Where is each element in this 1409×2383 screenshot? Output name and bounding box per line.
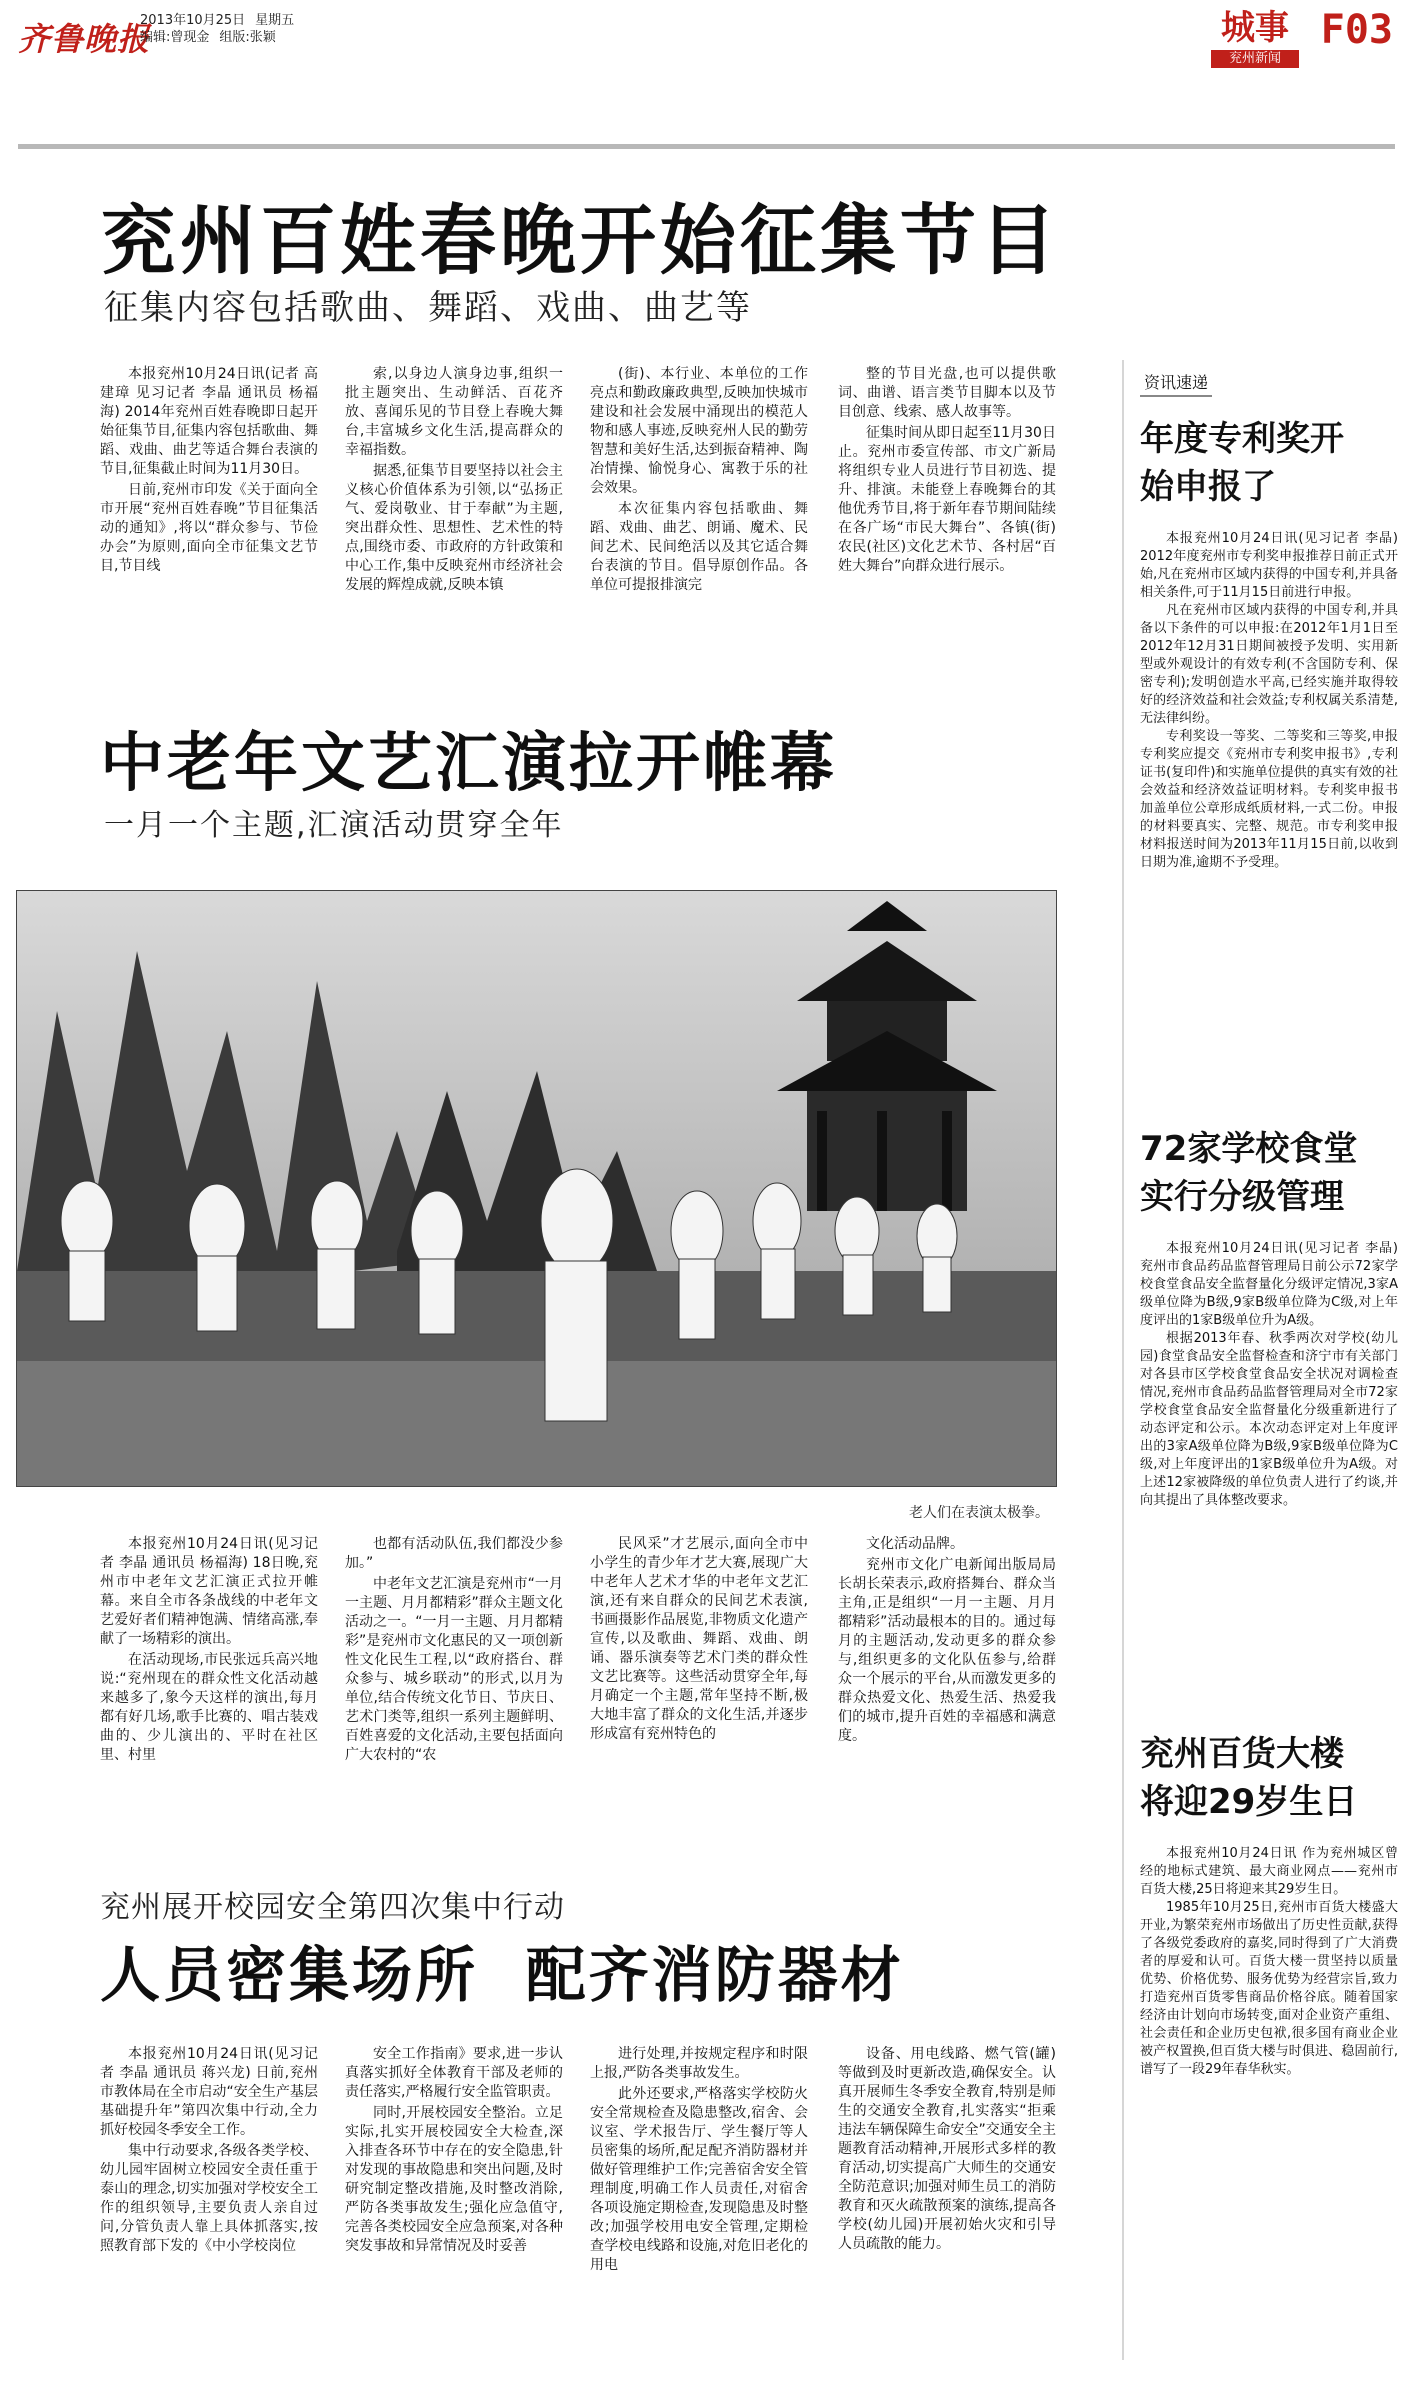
paragraph: 进行处理,并按规定程序和时限上报,严防各类事故发生。 [590,2046,808,2081]
editor-credit: 编辑:曾现金 [140,30,210,45]
issue-weekday: 星期五 [255,13,295,28]
lead-headline: 兖州百姓春晚开始征集节目 [100,196,1060,285]
paragraph: 整的节目光盘,也可以提供歌词、曲谱、语言类节目脚本以及节目创意、线索、感人故事等。 [838,366,1056,420]
lead-column-2 [345,365,563,670]
paragraph: 本报兖州10月24日讯(见习记者 李晶) 2012年度兖州市专利奖申报推荐日前正式开始,凡在兖州市区域内获得的中国专利,并具备相关条件,可于11月15日前进行申报。 [1140,531,1398,600]
issue-info [140,12,304,46]
paragraph: 凡在兖州市区域内获得的中国专利,并具备以下条件的可以申报:在2012年1月1日至2012年12月31日期间被授予发明、实用新型或外观设计的有效专利(不含国防专利、保密专利);发明创造水平高,已经实施并取得较好的经济效益和社会效益;专利权属关系清楚,无法律纠纷。 [1140,603,1398,726]
lead-column-1 [100,365,318,670]
brief-body-canteen [1140,1240,1398,1710]
safety-column-3 [590,2045,808,2367]
paragraph: (街)、本行业、本单位的工作亮点和勤政廉政典型,反映加快城市建设和社会发展中涌现出的模范人物和感人事迹,反映兖州人民的勤劳智慧和美好生活,达到振奋精神、陶冶情操、愉悦身心、寓教于乐的社会效果。 [590,366,808,496]
paragraph: 此外还要求,严格落实学校防火安全常规检查及隐患整改,宿舍、会议室、学术报告厅、学生餐厅等人员密集的场所,配足配齐消防器材并做好管理维护工作;完善宿舍安全管理制度,明确工作人员责任,对宿舍各项设施定期检查,发现隐患及时整改;加强学校用电安全管理,定期检查学校电线路和设施,对危旧老化的用电 [590,2086,808,2273]
photo-illustration [17,891,1057,1487]
paragraph: 征集时间从即日起至11月30日止。兖州市委宣传部、市文广新局将组织专业人员进行节目初选、提升、排演。未能登上春晚舞台的其他优秀节目,将于新年春节期间陆续在各广场“市民大舞台”、各镇(街)农民(社区)文化艺术节、各村居“百姓大舞台”向群众进行展示。 [838,425,1056,574]
paragraph: 本报兖州10月24日讯(见习记者 李晶 通讯员 杨福海) 18日晚,兖州市中老年文艺汇演正式拉开帷幕。来自全市各条战线的中老年文艺爱好者们精神饱满、情绪高涨,奉献了一场精彩的演出。 [100,1536,318,1647]
safety-column-2 [345,2045,563,2367]
issue-date: 2013年10月25日 [140,13,246,28]
paragraph: 集中行动要求,各级各类学校、幼儿园牢固树立校园安全责任重于泰山的理念,切实加强对学校安全工作的组织领导,主要负责人亲自过问,分管负责人靠上具体抓落实,按照教育部下发的《中小学校岗位 [100,2143,318,2254]
safety-headline: 人员密集场所 配齐消防器材 [100,1941,904,2011]
paragraph: 本报兖州10月24日讯 作为兖州城区曾经的地标式建筑、最大商业网点——兖州市百货大楼,25日将迎来其29岁生日。 [1140,1846,1398,1897]
paragraph: 也都有活动队伍,我们都没少参加。” [345,1536,563,1571]
festival-headline: 中老年文艺汇演拉开帷幕 [100,727,837,801]
sidebar-divider [1122,360,1124,2360]
lead-column-3 [590,365,808,670]
safety-kicker: 兖州展开校园安全第四次集中行动 [100,1890,565,1925]
paragraph: 1985年10月25日,兖州市百货大楼盛大开业,为繁荣兖州市场做出了历史性贡献,获得了各级党委政府的嘉奖,同时得到了广大消费者的厚爱和认可。百货大楼一贯坚持以质量优势、价格优势、服务优势为经营宗旨,致力打造兖州百货零售商品价格谷底。随着国家经济由计划向市场转变,面对企业资产重组、社会责任和企业历史包袱,很多国有商业企业被产权置换,但百货大楼与时俱进、稳固前行,谱写了一段29年春华秋实。 [1140,1900,1398,2077]
header-divider [18,144,1395,149]
paragraph: 索,以身边人演身边事,组织一批主题突出、生动鲜活、百花齐放、喜闻乐见的节目登上春晚大舞台,丰富城乡文化生活,提高群众的幸福指数。 [345,366,563,458]
section-name: 城事 [1221,8,1289,48]
newspaper-logo: 齐鲁晚报 [18,20,151,58]
brief-body-store [1140,1845,1398,2365]
paragraph: 日前,兖州市印发《关于面向全市开展“兖州百姓春晚”节目征集活动的通知》,将以“群众参与、节俭办会”为原则,面向全市征集文艺节目,节目线 [100,482,318,574]
paragraph: 根据2013年春、秋季两次对学校(幼儿园)食堂食品安全监督检查和济宁市有关部门对各县市区学校食堂食品安全状况对调检查情况,兖州市食品药品监督管理局对全市72家学校食堂食品安全监督量化分级重新进行了动态评定和公示。本次动态评定对上年度评出的3家A级单位降为B级,9家B级单位降为C级,对上年度评出的1家B级单位升为A级。对上述12家被降级的单位负责人进行了约谈,并向其提出了具体整改要求。 [1140,1331,1398,1508]
paragraph: 同时,开展校园安全整治。立足实际,扎实开展校园安全大检查,深入排查各环节中存在的安全隐患,针对发现的事故隐患和突出问题,及时研究制定整改措施,及时整改消除,严防各类事故发生;强化应急值守,完善各类校园安全应急预案,对各种突发事故和异常情况及时妥善 [345,2105,563,2254]
brief-headline-patent: 年度专利奖开始申报了 [1140,419,1344,507]
festival-column-3 [590,1535,808,1830]
layout-credit: 组版:张颖 [219,30,276,45]
brief-body-patent [1140,530,1398,1085]
paragraph: 专利奖设一等奖、二等奖和三等奖,申报专利奖应提交《兖州市专利奖申报书》,专利证书(复印件)和实施单位提供的真实有效的社会效益和经济效益证明材料。专利奖申报书加盖单位公章形成纸质材料,一式二份。申报的材料要真实、完整、规范。市专利奖申报材料报送时间为2013年11月15日前,以收到日期为准,逾期不予受理。 [1140,729,1398,870]
paragraph: 中老年文艺汇演是兖州市“一月一主题、月月都精彩”群众主题文化活动之一。“一月一主题、月月都精彩”是兖州市文化惠民的又一项创新性文化民生工程,以“政府搭台、群众参与、城乡联动”的形式,以月为单位,结合传统文化节日、节庆日、艺术门类等,组织一系列主题鲜明、百姓喜爱的文化活动,主要包括面向广大农村的“农 [345,1576,563,1763]
paragraph: 在活动现场,市民张远兵高兴地说:“兖州现在的群众性文化活动越来越多了,象今天这样的演出,每月都有好几场,歌手比赛的、唱古装戏曲的、少儿演出的、平时在社区里、村里 [100,1652,318,1763]
paragraph: 兖州市文化广电新闻出版局局长胡长荣表示,政府搭舞台、群众当主角,正是组织“一月一主题、月月都精彩”活动最根本的目的。通过每月的主题活动,发动更多的群众参与,组织更多的文化队伍参与,给群众一个展示的平台,从而激发更多的群众热爱文化、热爱生活、热爱我们的城市,提升百姓的幸福感和满意度。 [838,1557,1056,1744]
paragraph: 本报兖州10月24日讯(记者 高建璋 见习记者 李晶 通讯员 杨福海) 2014年兖州百姓春晚即日起开始征集节目,征集内容包括歌曲、舞蹈、戏曲、曲艺等适合舞台表演的节目,征集截止时间为11月30日。 [100,366,318,477]
brief-headline-canteen: 72家学校食堂实行分级管理 [1140,1129,1358,1217]
paragraph: 本报兖州10月24日讯(见习记者 李晶 通讯员 蒋兴龙) 日前,兖州市教体局在全市启动“安全生产基层基础提升年”第四次集中行动,全力抓好校园冬季安全工作。 [100,2046,318,2138]
photo-caption: 老人们在表演太极拳。 [909,1505,1049,1521]
paragraph: 民风采”才艺展示,面向全市中小学生的青少年才艺大赛,展现广大中老年人艺术才华的中老年文艺汇演,还有来自群众的民间艺术表演,书画摄影作品展览,非物质文化遗产宣传,以及歌曲、舞蹈、戏曲、朗诵、器乐演奏等艺术门类的群众性文艺比赛等。这些活动贯穿全年,每月确定一个主题,常年坚持不断,极大地丰富了群众的文化生活,并逐步形成富有兖州特色的 [590,1536,808,1742]
festival-column-1 [100,1535,318,1830]
page-number: F03 [1320,7,1393,53]
festival-column-4 [838,1535,1056,1830]
section-block [1211,8,1299,68]
lead-column-4 [838,365,1056,670]
section-subname: 兖州新闻 [1211,50,1299,68]
paragraph: 设备、用电线路、燃气管(罐)等做到及时更新改造,确保安全。认真开展师生冬季安全教育,特别是师生的交通安全教育,扎实落实“拒乘违法车辆保障生命安全”交通安全主题教育活动精神,开展形式多样的教育活动,切实提高广大师生的交通安全防范意识;加强对师生员工的消防教育和灭火疏散预案的演练,提高各学校(幼儿园)开展初始火灾和引导人员疏散的能力。 [838,2046,1056,2252]
lead-subheadline: 征集内容包括歌曲、舞蹈、戏曲、曲艺等 [104,288,752,328]
safety-column-4 [838,2045,1056,2367]
paragraph: 本报兖州10月24日讯(见习记者 李晶) 兖州市食品药品监督管理局日前公示72家学校食堂食品安全监督量化分级评定情况,3家A级单位降为B级,9家B级单位降为C级,对上年度评出的1家B级单位升为A级。 [1140,1241,1398,1328]
paragraph: 文化活动品牌。 [866,1536,964,1552]
brief-headline-store: 兖州百货大楼将迎29岁生日 [1140,1734,1358,1822]
festival-subheadline: 一月一个主题,汇演活动贯穿全年 [104,808,564,843]
paragraph: 据悉,征集节目要坚持以社会主义核心价值体系为引领,以“弘扬正气、爱岗敬业、甘于奉献”为主题,突出群众性、思想性、艺术性的特点,围绕市委、市政府的方针政策和中心工作,集中反映兖州市经济社会发展的辉煌成就,反映本镇 [345,463,563,593]
safety-column-1 [100,2045,318,2367]
paragraph: 本次征集内容包括歌曲、舞蹈、戏曲、曲艺、朗诵、魔术、民间艺术、民间绝活以及其它适合舞台表演的节目。倡导原创作品。各单位可提报排演完 [590,501,808,593]
sidebar-tag: 资讯速递 [1140,370,1212,397]
festival-column-2 [345,1535,563,1830]
paragraph: 安全工作指南》要求,进一步认真落实抓好全体教育干部及老师的责任落实,严格履行安全监管职责。 [345,2046,563,2100]
tai-chi-photo [16,890,1057,1487]
